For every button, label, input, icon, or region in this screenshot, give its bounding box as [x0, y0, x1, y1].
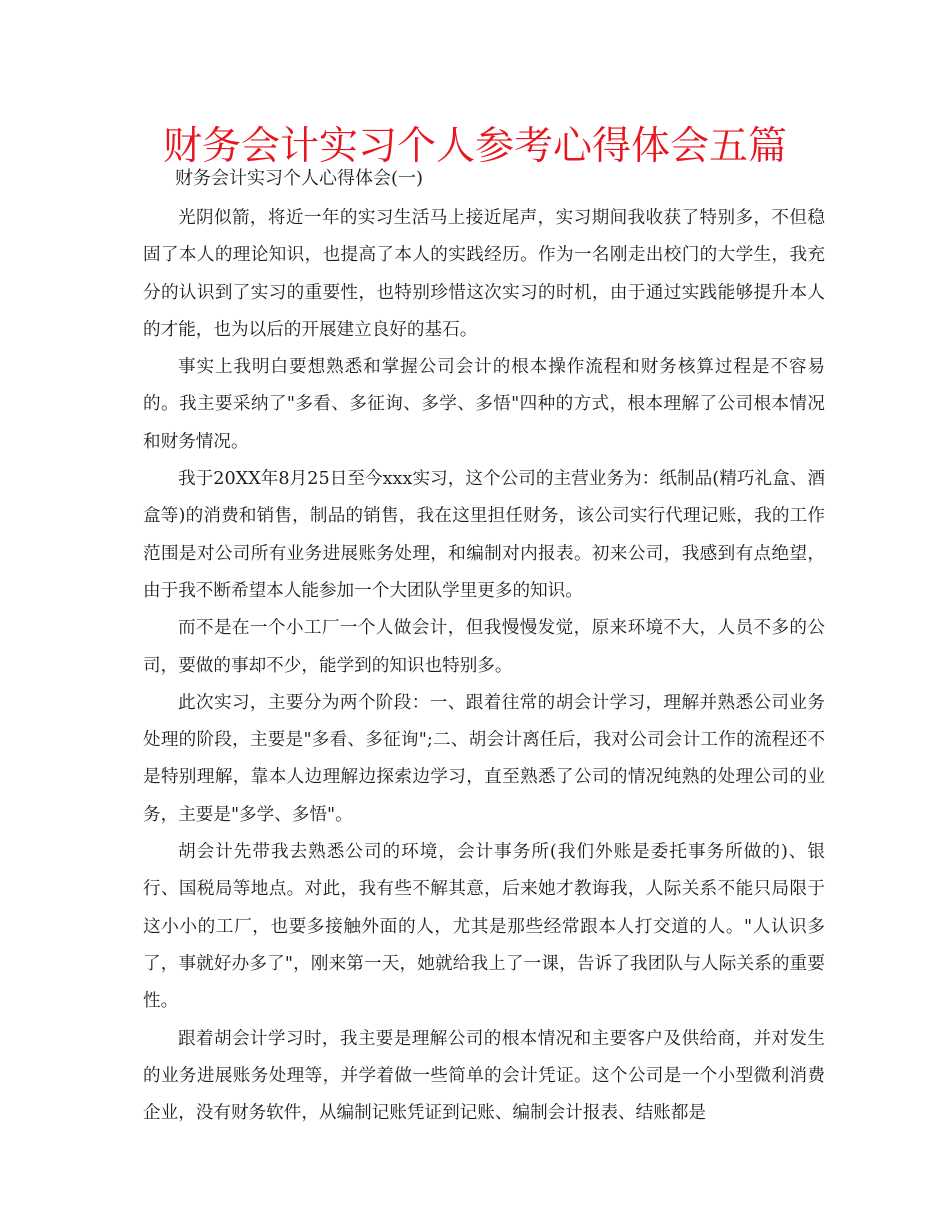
document-title: 财务会计实习个人参考心得体会五篇 — [162, 124, 787, 169]
paragraph-1: 光阴似箭，将近一年的实习生活马上接近尾声，实习期间我收获了特别多，不但稳固了本人的理论知识，也提高了本人的实践经历。作为一名刚走出校门的大学生，我充分的认识到了实习的重要性，也特别珍惜这次实习的时机，由于通过实践能够提升本人的才能，也为以后的开展建立良好的基石。 — [143, 208, 825, 340]
paragraph-3: 我于20XX年8月25日至今xxx实习，这个公司的主营业务为：纸制品(精巧礼盒、酒盒等)的消费和销售，制品的销售，我在这里担任财务，该公司实行代理记账，我的工作范围是对公司所有业务进展账务处理，和编制对内报表。初来公司，我感到有点绝望，由于我不断希望本人能参加一个大团队学里更多的知识。 — [143, 469, 825, 601]
section-heading: 财务会计实习个人心得体会(一) — [175, 168, 424, 189]
paragraph-5: 此次实习，主要分为两个阶段：一、跟着往常的胡会计学习，理解并熟悉公司业务处理的阶段，主要是"多看、多征询";二、胡会计离任后，我对公司会计工作的流程还不是特别理解，靠本人边理解边探索边学习，直至熟悉了公司的情况纯熟的处理公司的业务，主要是"多学、多悟"。 — [143, 692, 825, 825]
paragraph-2: 事实上我明白要想熟悉和掌握公司会计的根本操作流程和财务核算过程是不容易的。我主要采纳了"多看、多征询、多学、多悟"四种的方式，根本理解了公司根本情况和财务情况。 — [143, 357, 825, 452]
document-body — [143, 200, 825, 1132]
paragraph-7: 跟着胡会计学习时，我主要是理解公司的根本情况和主要客户及供给商，并对发生的业务进展账务处理等，并学着做一些简单的会计凭证。这个公司是一个小型微利消费企业，没有财务软件，从编制记账凭证到记账、编制会计报表、结账都是 — [143, 1028, 825, 1124]
paragraph-6: 胡会计先带我去熟悉公司的环境，会计事务所(我们外账是委托事务所做的)、银行、国税局等地点。对此，我有些不解其意，后来她才教诲我，人际关系不能只局限于这小小的工厂，也要多接触外面的人，尤其是那些经常跟本人打交道的人。"人认识多了，事就好办多了"，刚来第一天，她就给我上了一课，告诉了我团队与人际关系的重要性。 — [143, 842, 825, 1012]
paragraph-4: 而不是在一个小工厂一个人做会计，但我慢慢发觉，原来环境不大，人员不多的公司，要做的事却不少，能学到的知识也特别多。 — [143, 618, 825, 676]
